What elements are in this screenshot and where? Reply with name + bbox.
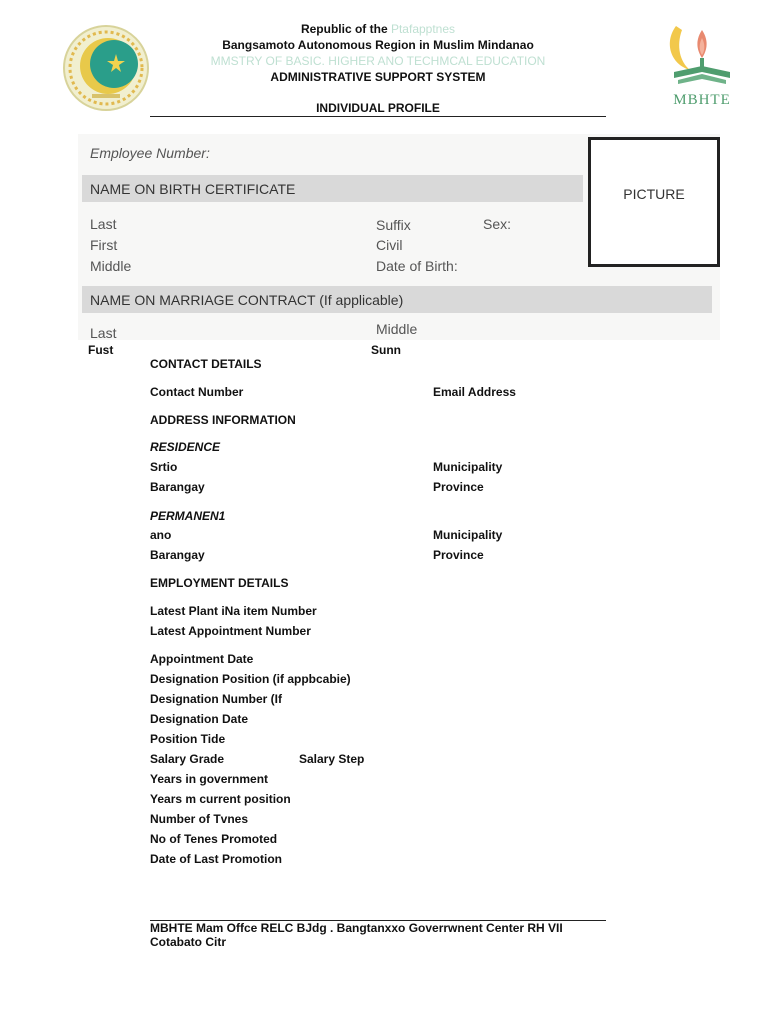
marriage-section-title: NAME ON MARRIAGE CONTRACT (If applicable)	[90, 292, 404, 308]
first-name-label: Fust	[88, 343, 114, 357]
birth-last-label: Last	[90, 216, 117, 232]
plantilla-item-label: Latest Plant iNa item Number	[150, 604, 317, 618]
designation-date-label: Designation Date	[150, 712, 249, 726]
residence-heading: RESIDENCE	[150, 440, 221, 454]
residence-barangay-label: Barangay	[150, 480, 205, 494]
permanent-municipality-label: Municipality	[433, 528, 503, 542]
header-system: ADMINISTRATIVE SUPPORT SYSTEM	[270, 70, 486, 84]
address-info-heading: ADDRESS INFORMATION	[150, 413, 296, 427]
permanent-sitio-label: ano	[150, 528, 172, 542]
marriage-middle-label: Middle	[376, 321, 418, 337]
designation-position-label: Designation Position (if appbcabie)	[150, 672, 351, 686]
contact-details-heading: CONTACT DETAILS	[150, 357, 262, 371]
position-title-label: Position Tide	[150, 732, 226, 746]
barmm-seal-logo	[62, 24, 150, 112]
permanent-province-label: Province	[433, 548, 484, 562]
mbhte-logo	[664, 22, 740, 112]
header-line-republic: Republic of the Ptafapptnes	[300, 22, 456, 36]
birth-civil-label: Civil	[376, 237, 403, 253]
marriage-section-bar	[82, 286, 712, 313]
last-promotion-label: Date of Last Promotion	[150, 852, 283, 866]
appointment-date-label: Appointment Date	[150, 652, 254, 666]
header-ministry: MMSTRY OF BASIC. HIGHER ANO TECHMCAL EDUCATION	[210, 54, 546, 68]
header-country: Ptafapptnes	[390, 22, 456, 36]
birth-sex-label: Sex:	[483, 216, 512, 232]
birth-dob-label: Date of Birth:	[376, 258, 458, 274]
employment-details-heading: EMPLOYMENT DETAILS	[150, 576, 289, 590]
marriage-last-label: Last	[90, 325, 117, 341]
email-address-label: Email Address	[433, 385, 516, 399]
footer-address-line1: MBHTE Mam Offce RELC BJdg . Bangtanxxo Goverrwnent Center RH VII	[150, 921, 563, 935]
years-government-label: Years in government	[150, 772, 269, 786]
residence-province-label: Province	[433, 480, 484, 494]
picture-label: PICTURE	[623, 186, 685, 202]
suffix-name-label: Sunn	[371, 343, 401, 357]
birth-section-title: NAME ON BIRTH CERTIFICATE	[90, 181, 296, 197]
number-times-label: Number of Tvnes	[150, 812, 249, 826]
salary-step-label: Salary Step	[299, 752, 365, 766]
designation-number-label: Designation Number (If	[150, 692, 283, 706]
birth-suffix-label: Suffix	[376, 217, 411, 233]
page-title: INDIVIDUAL PROFILE	[316, 101, 440, 115]
birth-first-label: First	[90, 237, 118, 253]
birth-section-bar	[82, 175, 583, 202]
salary-grade-label: Salary Grade	[150, 752, 225, 766]
years-position-label: Years m current position	[150, 792, 291, 806]
footer-address-line2: Cotabato Citr	[150, 935, 226, 949]
header-divider	[150, 116, 606, 117]
mbhte-logo-text: MBHTE	[673, 92, 731, 108]
picture-box	[588, 137, 720, 267]
employee-number-label: Employee Number:	[90, 145, 210, 161]
contact-number-label: Contact Number	[150, 385, 244, 399]
appointment-number-label: Latest Appointment Number	[150, 624, 311, 638]
residence-municipality-label: Municipality	[433, 460, 503, 474]
birth-middle-label: Middle	[90, 258, 132, 274]
header-region: Bangsamoto Autonomous Region in Muslim Mindanao	[222, 38, 534, 52]
times-promoted-label: No of Tenes Promoted	[150, 832, 278, 846]
permanent-heading: PERMANEN1	[150, 509, 226, 523]
permanent-barangay-label: Barangay	[150, 548, 205, 562]
residence-sitio-label: Srtio	[150, 460, 178, 474]
